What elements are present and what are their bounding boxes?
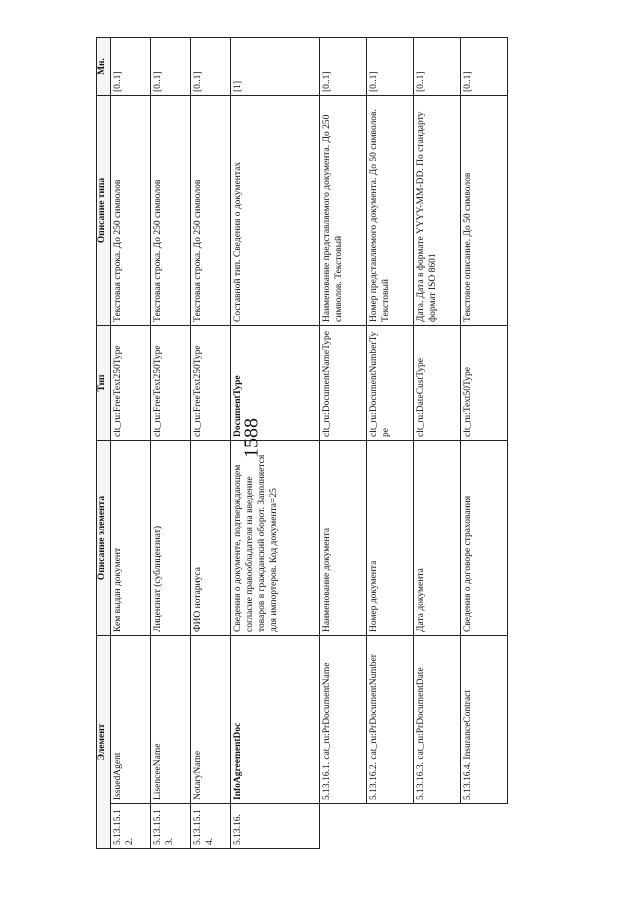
- row-description: Сведения о документе, подтверждающем согласие правообладателя на введение товаров в гражданский оборот. Заполняется для импортеров. Код документа=25: [231, 440, 320, 635]
- row-number: 5.13.16.4.: [463, 762, 473, 800]
- specification-table: [96, 37, 508, 849]
- row-type: clt_ru:DocumentNameType: [320, 325, 367, 440]
- rotated-table-container: [96, 38, 511, 849]
- row-type-description: Текстовое описание. До 50 символов: [461, 95, 508, 325]
- row-type-description: Составной тип. Сведения о документах: [231, 95, 320, 325]
- table-row: [111, 37, 151, 848]
- table-row: [231, 37, 320, 848]
- table-row: [191, 37, 231, 848]
- row-type: clt_ru:DateCustType: [414, 325, 461, 440]
- row-type-description: Номер представляемого документа. До 50 символов. Текстовый: [367, 95, 414, 325]
- table-header-row: [97, 37, 111, 848]
- row-description: Наименование документа: [320, 440, 367, 635]
- header-element: Элемент: [97, 635, 111, 848]
- page-number: 1588: [240, 418, 263, 458]
- row-multiplicity: [0..1]: [461, 37, 508, 95]
- table-row: [414, 37, 461, 848]
- table-row: [320, 37, 367, 848]
- row-element: IssuedAgent: [111, 635, 151, 803]
- row-multiplicity: [0..1]: [111, 37, 151, 95]
- header-type-description: Описание типа: [97, 95, 111, 325]
- row-element: cat_ru:PrDocumentNumber: [369, 654, 379, 760]
- row-type: clt_ru:Text50Type: [461, 325, 508, 440]
- row-element: NotaryName: [191, 635, 231, 803]
- header-type: Тип: [97, 325, 111, 440]
- table-row: [151, 37, 191, 848]
- row-type-description: Текстовая строка. До 250 символов: [191, 95, 231, 325]
- row-multiplicity: [0..1]: [367, 37, 414, 95]
- row-type-description: Текстовая строка. До 250 символов: [111, 95, 151, 325]
- row-element-cell: [461, 635, 508, 803]
- header-multiplicity: Мн.: [97, 37, 111, 95]
- row-description: Сведения о договоре страхования: [461, 440, 508, 635]
- row-element: InfoAgreementDoc: [231, 635, 320, 803]
- row-element-cell: [414, 635, 461, 803]
- row-description: Кем выдан документ: [111, 440, 151, 635]
- row-element: cat_ru:PrDocumentName: [322, 662, 332, 760]
- row-description: Дата документа: [414, 440, 461, 635]
- row-type: clt_ru:FreeText250Type: [151, 325, 191, 440]
- row-number: 5.13.15.12.: [111, 804, 151, 849]
- row-multiplicity: [0..1]: [414, 37, 461, 95]
- row-type: clt_ru:FreeText250Type: [191, 325, 231, 440]
- row-number: 5.13.15.13.: [151, 804, 191, 849]
- row-number: 5.13.16.3.: [416, 762, 426, 800]
- row-element-cell: [320, 635, 367, 803]
- row-multiplicity: [1]: [231, 37, 320, 95]
- header-description: Описание элемента: [97, 440, 111, 635]
- row-type-description: Дата. Дата в формате YYYY-MM-DD. По стандарту формат ISO 8601: [414, 95, 461, 325]
- row-number: 5.13.15.14.: [191, 804, 231, 849]
- row-multiplicity: [0..1]: [320, 37, 367, 95]
- row-element: cat_ru:PrDocumentDate: [416, 667, 426, 760]
- row-type-description: Наименование представляемого документа. До 250 символов. Текстовый: [320, 95, 367, 325]
- row-number: 5.13.16.2.: [369, 762, 379, 800]
- row-element: LisenceeName: [151, 635, 191, 803]
- table-row: [461, 37, 508, 848]
- row-element: InsuranceContract: [463, 689, 473, 760]
- table-row: [367, 37, 414, 848]
- row-multiplicity: [0..1]: [191, 37, 231, 95]
- row-type-description: Текстовая строка. До 250 символов: [151, 95, 191, 325]
- row-number: 5.13.16.1.: [322, 762, 332, 800]
- row-element-cell: [367, 635, 414, 803]
- row-type: clt_ru:DocumentNumberType: [367, 325, 414, 440]
- row-type: clt_ru:FreeText250Type: [111, 325, 151, 440]
- row-multiplicity: [0..1]: [151, 37, 191, 95]
- row-number: 5.13.16.: [231, 804, 320, 849]
- row-type: DocumentType: [231, 325, 320, 440]
- row-description: ФИО нотариуса: [191, 440, 231, 635]
- row-description: Лицензиат (сублицензиат): [151, 440, 191, 635]
- row-description: Номер документа: [367, 440, 414, 635]
